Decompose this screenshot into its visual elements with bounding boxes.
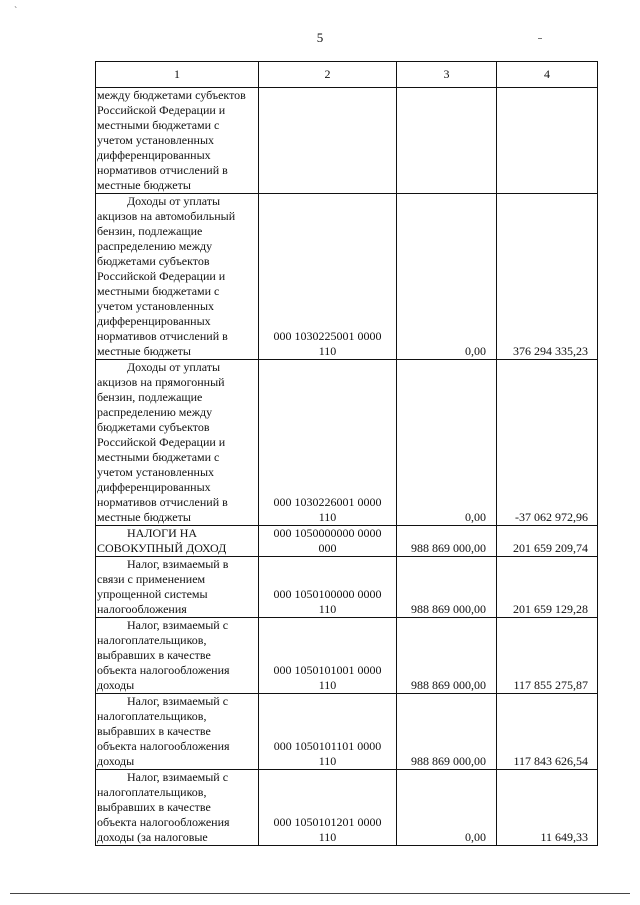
income-name-line: бензин, подлежащие (97, 224, 203, 238)
page-bottom-border (10, 893, 630, 894)
income-name-line: Российской Федерации и (97, 103, 226, 117)
income-name-line: дифференцированных (97, 148, 211, 162)
planned-amount-cell: 988 869 000,00 (397, 526, 497, 557)
income-name-line: учетом установленных (97, 465, 215, 479)
scan-tick-mark (538, 38, 542, 39)
income-name-line: налогоплательщиков, (97, 633, 207, 647)
table-row (96, 557, 598, 618)
table-row (96, 618, 598, 694)
income-name-line: акцизов на автомобильный (97, 209, 236, 223)
classification-code-line: 000 (318, 541, 337, 555)
income-name-cell (96, 88, 259, 194)
page-number: 5 (316, 30, 324, 45)
table-row (96, 194, 598, 360)
table-header-row (96, 62, 598, 88)
income-name-line: объекта налогообложения (97, 739, 230, 753)
planned-amount-cell: 988 869 000,00 (397, 694, 497, 770)
income-name-line: местными бюджетами с (97, 284, 220, 298)
actual-amount-cell: 201 659 209,74 (497, 526, 598, 557)
income-name-line: нормативов отчислений в (97, 495, 228, 509)
classification-code-line: 110 (318, 678, 337, 692)
income-name-line: выбравших в качестве (97, 800, 211, 814)
income-name-line: учетом установленных (97, 299, 215, 313)
income-name-line: акцизов на прямогонный (97, 375, 225, 389)
income-name-line: Налог, взимаемый с (127, 618, 229, 632)
classification-code-line: 000 1050101001 0000 (273, 663, 382, 677)
income-name-line: Налог, взимаемый с (127, 770, 229, 784)
income-name-line: между бюджетами субъектов (97, 88, 246, 102)
budget-table-body (96, 62, 598, 846)
income-name-line: учетом установленных (97, 133, 215, 147)
classification-code-line: 000 1030226001 0000 (273, 495, 382, 509)
income-name-line: выбравших в качестве (97, 648, 211, 662)
planned-amount-cell: 988 869 000,00 (397, 618, 497, 694)
income-name-line: местные бюджеты (97, 344, 191, 358)
income-name-line: налогоплательщиков, (97, 785, 207, 799)
classification-code-cell (259, 88, 397, 194)
income-name-line: местные бюджеты (97, 178, 191, 192)
classification-code-cell (259, 694, 397, 770)
classification-code-cell (259, 557, 397, 618)
income-name-cell (96, 618, 259, 694)
planned-amount-cell: 0,00 (397, 360, 497, 526)
income-name-line: местные бюджеты (97, 510, 191, 524)
column-header-4: 4 (497, 62, 598, 88)
classification-code-cell (259, 618, 397, 694)
table-row (96, 88, 598, 194)
income-name-line: связи с применением (97, 572, 206, 586)
income-name-line: нормативов отчислений в (97, 329, 228, 343)
table-row (96, 360, 598, 526)
table-row (96, 770, 598, 846)
column-header-2: 2 (259, 62, 397, 88)
income-name-line: распределению между (97, 405, 213, 419)
income-name-line: доходы (97, 754, 135, 768)
income-name-cell (96, 526, 259, 557)
income-name-line: Налог, взимаемый в (127, 557, 229, 571)
classification-code-line: 000 1050101201 0000 (273, 815, 382, 829)
actual-amount-cell: 376 294 335,23 (497, 194, 598, 360)
income-name-cell (96, 557, 259, 618)
actual-amount-cell (497, 88, 598, 194)
income-name-cell (96, 194, 259, 360)
income-name-line: объекта налогообложения (97, 815, 230, 829)
planned-amount-cell: 0,00 (397, 194, 497, 360)
income-name-line: дифференцированных (97, 480, 211, 494)
income-name-line: объекта налогообложения (97, 663, 230, 677)
planned-amount-cell: 988 869 000,00 (397, 557, 497, 618)
classification-code-line: 110 (318, 602, 337, 616)
classification-code-cell (259, 770, 397, 846)
income-name-cell (96, 694, 259, 770)
income-name-line: налогообложения (97, 602, 187, 616)
actual-amount-cell: 201 659 129,28 (497, 557, 598, 618)
planned-amount-cell: 0,00 (397, 770, 497, 846)
income-name-line: бюджетами субъектов (97, 254, 210, 268)
income-name-line: нормативов отчислений в (97, 163, 228, 177)
table-row (96, 526, 598, 557)
income-name-line: дифференцированных (97, 314, 211, 328)
income-name-cell (96, 770, 259, 846)
actual-amount-cell: 117 843 626,54 (497, 694, 598, 770)
classification-code-line: 000 1030225001 0000 (273, 329, 382, 343)
income-name-line: доходы (за налоговые (97, 830, 208, 844)
actual-amount-cell: -37 062 972,96 (497, 360, 598, 526)
actual-amount-cell: 11 649,33 (497, 770, 598, 846)
table-row (96, 694, 598, 770)
income-name-line: налогоплательщиков, (97, 709, 207, 723)
classification-code-line: 000 1050101101 0000 (273, 739, 382, 753)
classification-code-line: 110 (318, 830, 337, 844)
income-name-line: доходы (97, 678, 135, 692)
income-name-line: Российской Федерации и (97, 435, 226, 449)
budget-table (95, 61, 598, 846)
classification-code-line: 110 (318, 754, 337, 768)
income-name-line: Доходы от уплаты (127, 360, 221, 374)
actual-amount-cell: 117 855 275,87 (497, 618, 598, 694)
income-name-cell (96, 360, 259, 526)
classification-code-cell (259, 360, 397, 526)
classification-code-line: 110 (318, 344, 337, 358)
income-name-line: бензин, подлежащие (97, 390, 203, 404)
column-header-1: 1 (96, 62, 259, 88)
income-name-line: НАЛОГИ НА (127, 526, 198, 540)
classification-code-line: 000 1050100000 0000 (273, 587, 382, 601)
income-name-line: бюджетами субъектов (97, 420, 210, 434)
income-name-line: выбравших в качестве (97, 724, 211, 738)
income-name-line: Налог, взимаемый с (127, 694, 229, 708)
income-name-line: СОВОКУПНЫЙ ДОХОД (97, 541, 227, 555)
income-name-line: Российской Федерации и (97, 269, 226, 283)
column-header-3: 3 (397, 62, 497, 88)
scan-mark: ` (14, 6, 18, 17)
income-name-line: местными бюджетами с (97, 450, 220, 464)
income-name-line: распределению между (97, 239, 213, 253)
income-name-line: Доходы от уплаты (127, 194, 221, 208)
classification-code-line: 110 (318, 510, 337, 524)
classification-code-line: 000 1050000000 0000 (273, 526, 382, 540)
classification-code-cell (259, 526, 397, 557)
income-name-line: упрощенной системы (97, 587, 208, 601)
classification-code-cell (259, 194, 397, 360)
income-name-line: местными бюджетами с (97, 118, 220, 132)
planned-amount-cell (397, 88, 497, 194)
